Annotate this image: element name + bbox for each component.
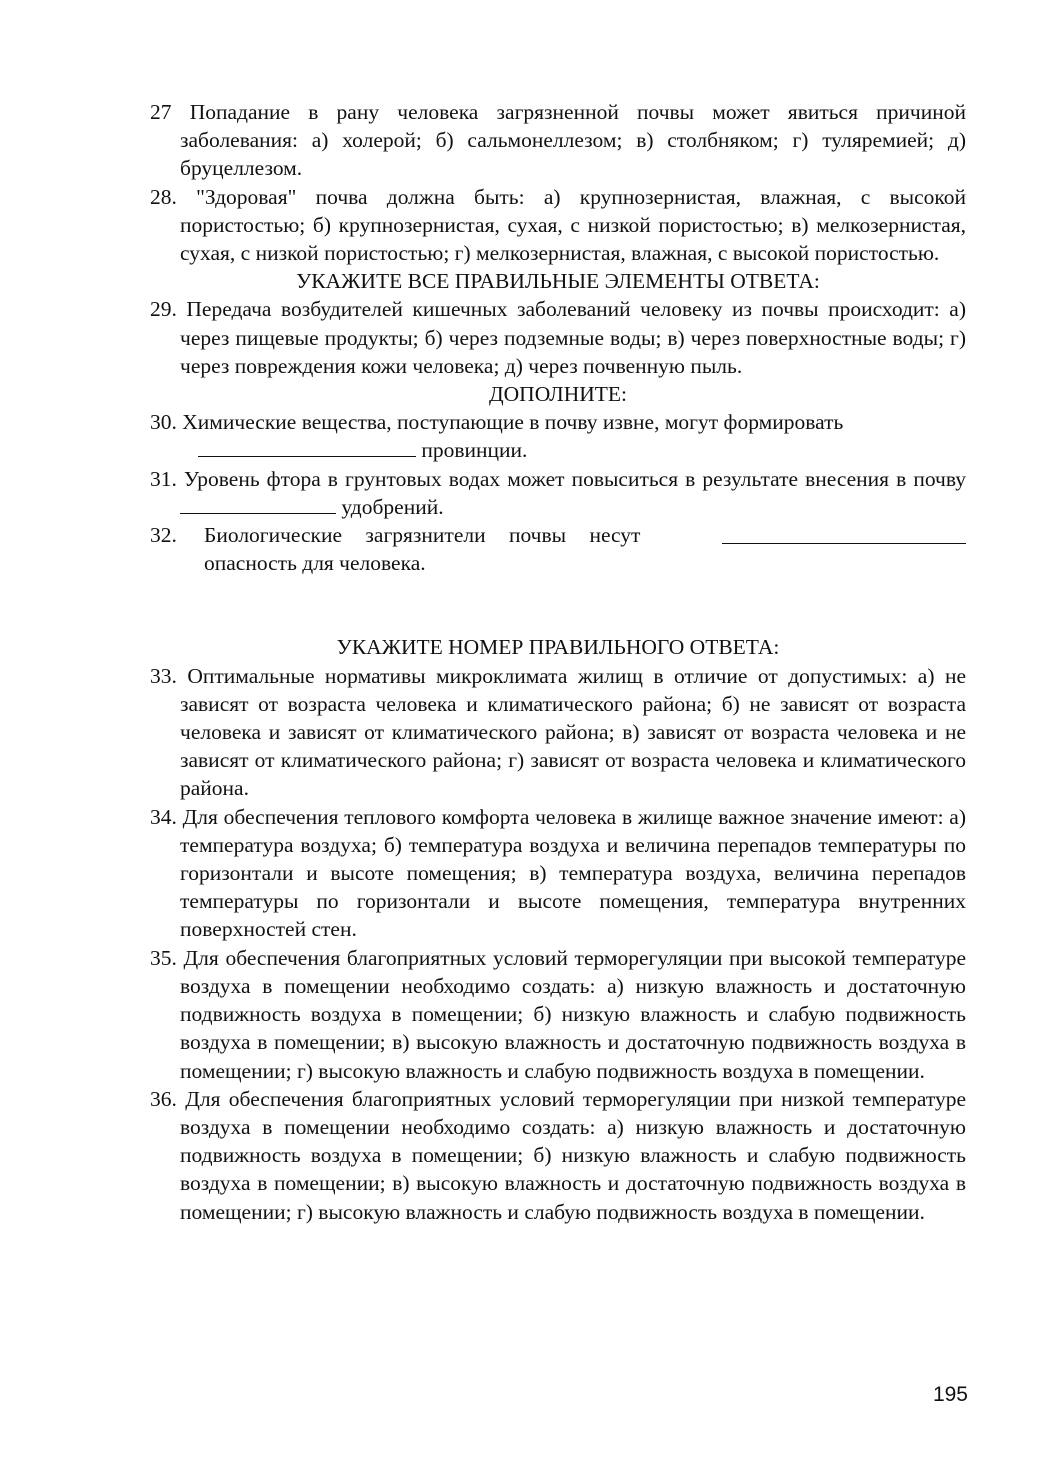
question-31 <box>150 465 966 521</box>
question-text: Оптимальные нормативы микроклимата жилищ в отличие от допустимых: а) не зависят от возраста человека и климатического района; б) не зависят от возраста человека и зависят от климатического района; в) зависят от возраста человека и не зависят от климатического района; г) зависят от возраста человека и климатического района. <box>180 663 966 801</box>
question-text-end: опасность для человека. <box>204 551 426 576</box>
answer-blank[interactable] <box>180 495 336 514</box>
question-number: 36. <box>150 1086 177 1111</box>
question-33 <box>150 662 966 803</box>
question-number: 33. <box>150 663 177 688</box>
spacer <box>150 577 966 633</box>
question-30 <box>150 408 966 464</box>
question-34 <box>150 803 966 944</box>
question-text: Для обеспечения теплового комфорта человека в жилище важное значение имеют: а) температура воздуха; б) температура воздуха и величина перепадов температуры по горизонтали и высоте помещения; в) температура воздуха, величина перепадов температуры по горизонтали и высоте помещения, температура внутренних поверхностей стен. <box>180 804 966 942</box>
question-28 <box>150 183 966 268</box>
page-content <box>150 98 966 1226</box>
question-35 <box>150 944 966 1085</box>
question-text: Попадание в рану человека загрязненной почвы может явиться причиной заболевания: а) холерой; б) сальмонеллезом; в) столбняком; г) туляремией; д) бруцеллезом. <box>180 100 967 181</box>
question-text: Для обеспечения благоприятных условий терморегуляции при низкой температуре воздуха в помещении необходимо создать: а) низкую влажность и достаточную подвижность воздуха в помещении; б) низкую влажность и слабую подвижность воздуха в помещении; в) высокую влажность и достаточную подвижность воздуха в помещении; г) высокую влажность и слабую подвижность воздуха в помещении. <box>180 1086 967 1224</box>
question-29 <box>150 295 966 380</box>
question-text: Биологические загрязнители почвы несут <box>204 523 641 548</box>
question-text-end: провинции. <box>421 438 528 463</box>
question-32 <box>150 521 966 577</box>
section-heading-all-correct: УКАЖИТЕ ВСЕ ПРАВИЛЬНЫЕ ЭЛЕМЕНТЫ ОТВЕТА: <box>296 269 820 294</box>
question-text-end: удобрений. <box>341 494 444 519</box>
question-number: 28. <box>150 184 177 209</box>
question-number: 29. <box>150 297 177 322</box>
question-text: "Здоровая" почва должна быть: а) крупнозернистая, влажная, с высокой пористостью; б) крупнозернистая, сухая, с низкой пористостью; в) мелкозернистая, сухая, с низкой пористостью; г) мелкозернистая, влажная, с высокой пористостью. <box>180 184 967 266</box>
question-number: 35. <box>150 945 177 970</box>
question-text: Уровень фтора в грунтовых водах может повыситься в результате внесения в почву <box>183 466 966 491</box>
question-number: 27 <box>150 100 172 124</box>
question-number: 30. <box>150 410 177 435</box>
question-text: Химические вещества, поступающие в почву извне, могут формировать <box>182 410 844 435</box>
page-number: 195 <box>932 1383 968 1406</box>
question-36 <box>150 1085 966 1226</box>
question-number: 32. <box>150 523 177 548</box>
section-heading-single-correct: УКАЖИТЕ НОМЕР ПРАВИЛЬНОГО ОТВЕТА: <box>336 635 780 660</box>
question-27 <box>150 98 966 183</box>
answer-blank[interactable] <box>198 438 416 457</box>
question-number: 31. <box>150 466 177 491</box>
section-heading-fill-in: ДОПОЛНИТЕ: <box>488 382 628 407</box>
question-number: 34. <box>150 804 177 829</box>
question-text: Для обеспечения благоприятных условий терморегуляции при высокой температуре воздуха в помещении необходимо создать: а) низкую влажность и достаточную подвижность воздуха в помещении; б) низкую влажность и слабую подвижность воздуха в помещении; в) высокую влажность и достаточную подвижность воздуха в помещении; г) высокую влажность и слабую подвижность воздуха в помещении. <box>180 945 966 1083</box>
question-text: Передача возбудителей кишечных заболеваний человеку из почвы происходит: а) через пищевые продукты; б) через подземные воды; в) через поверхностные воды; г) через повреждения кожи человека; д) через почвенную пыль. <box>180 297 967 378</box>
answer-blank[interactable] <box>722 525 966 544</box>
